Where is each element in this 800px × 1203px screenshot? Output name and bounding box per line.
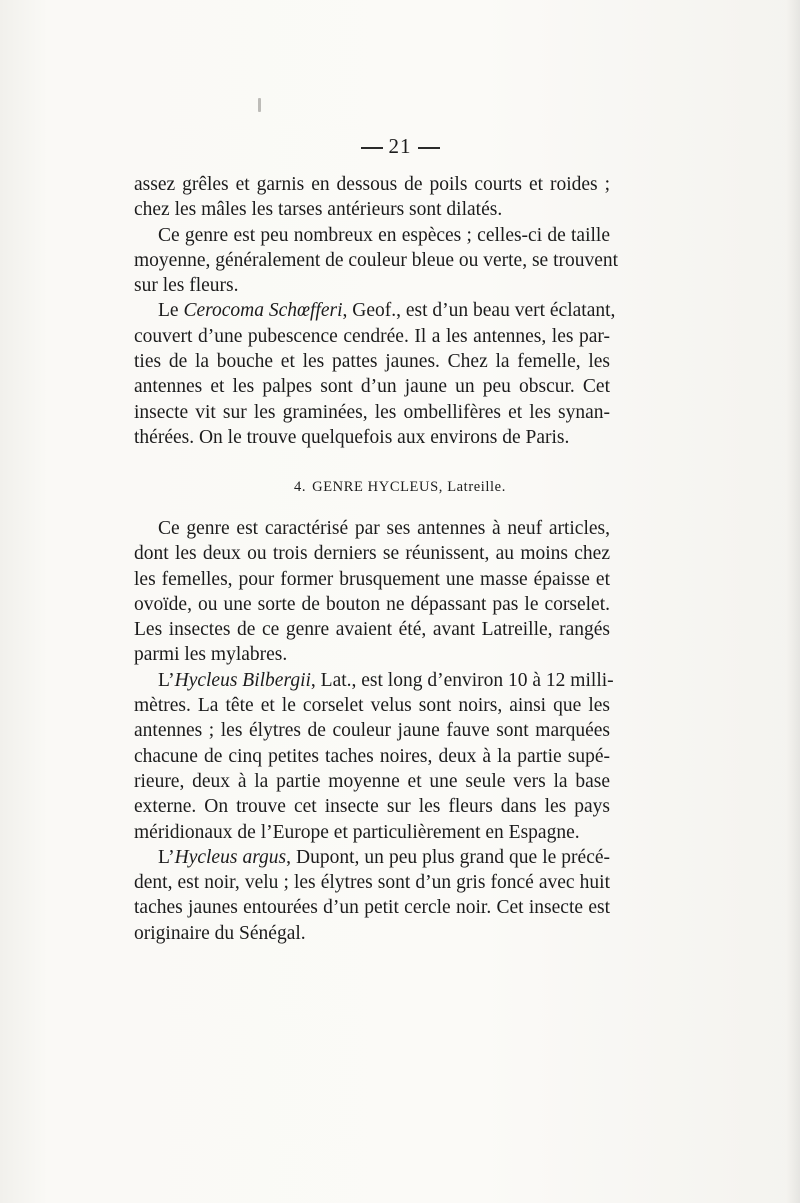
paragraph5-suffix: , Lat., est long d’environ 10 à 12 milli-	[310, 669, 614, 691]
paragraph6-line: dent, est noir, velu ; les élytres sont d’un gris foncé avec huit	[134, 872, 610, 894]
paragraph6-line: originaire du Sénégal.	[134, 922, 306, 944]
paragraph5-line: chacune de cinq petites taches noires, deux à la partie supé-	[134, 745, 610, 767]
paragraph5-prefix: L’	[158, 669, 175, 691]
paragraph3-line: antennes et les palpes sont d’un jaune un peu obscur. Cet	[134, 376, 610, 398]
paragraph4-line: ovoïde, ou une sorte de bouton ne dépassant pas le corselet.	[134, 593, 610, 615]
paragraph1-line: chez les mâles les tarses antérieurs sont dilatés.	[134, 199, 503, 221]
page-edge-shadow	[786, 0, 800, 1203]
paragraph3-prefix: Le	[158, 300, 184, 322]
folio-dash-left	[361, 147, 383, 149]
folio-dash-right	[418, 147, 440, 149]
paragraph3-line	[134, 298, 616, 323]
paragraph5-line: rieure, deux à la partie moyenne et une seule vers la base	[134, 770, 610, 792]
paragraph4-line: dont les deux ou trois derniers se réunissent, au moins chez	[134, 543, 610, 565]
paragraph4-line: parmi les mylabres.	[134, 644, 288, 666]
paragraph2-line: Ce genre est peu nombreux en espèces ; celles-ci de taille	[158, 224, 610, 246]
text-block-upper	[134, 172, 619, 450]
page-number: 21	[388, 134, 412, 158]
paragraph2-line: sur les fleurs.	[134, 275, 239, 297]
section-heading	[0, 479, 800, 496]
paragraph5-line: méridionaux de l’Europe et particulièrement en Espagne.	[134, 821, 580, 843]
paragraph3-line: insecte vit sur les graminées, les ombellifères et les synan-	[134, 401, 610, 423]
paragraph4-line: Les insectes de ce genre avaient été, avant Latreille, rangés	[134, 619, 610, 641]
paragraph6-prefix: L’	[158, 846, 175, 868]
species-name-cerocoma: Cerocoma Schœfferi	[183, 300, 343, 322]
section-number: 4.	[294, 479, 307, 495]
paragraph6-suffix: , Dupont, un peu plus grand que le précé-	[286, 846, 610, 868]
paragraph5-line	[134, 668, 614, 693]
species-name-bilbergii: Hycleus Bilbergii	[174, 669, 311, 691]
paragraph6-line: taches jaunes entourées d’un petit cercle noir. Cet insecte est	[134, 897, 610, 919]
page-number-header	[0, 134, 800, 159]
paragraph1-line: assez grêles et garnis en dessous de poils courts et roides ;	[134, 174, 610, 195]
paragraph5-line: externe. On trouve cet insecte sur les fleurs dans les pays	[134, 796, 610, 818]
paragraph4-line: les femelles, pour former brusquement une masse épaisse et	[134, 568, 610, 590]
paragraph5-line: mètres. La tête et le corselet velus sont noirs, ainsi que les	[134, 695, 610, 717]
paragraph5-line: antennes ; les élytres de couleur jaune fauve sont marquées	[134, 720, 610, 742]
text-block-lower	[134, 516, 614, 946]
paragraph3-line: ties de la bouche et les pattes jaunes. Chez la femelle, les	[134, 351, 610, 373]
species-name-argus: Hycleus argus	[174, 846, 287, 868]
paragraph3-line: couvert d’une pubescence cendrée. Il a les antennes, les par-	[134, 325, 610, 347]
binding-mark	[258, 98, 261, 112]
section-title: GENRE HYCLEUS, Latreille.	[312, 479, 506, 495]
paragraph2-line: moyenne, généralement de couleur bleue ou verte, se trouvent	[134, 249, 619, 271]
paragraph6-line	[134, 845, 610, 870]
paragraph3-line: thérées. On le trouve quelquefois aux environs de Paris.	[134, 426, 570, 448]
paragraph3-suffix: , Geof., est d’un beau vert éclatant,	[342, 300, 616, 322]
paragraph4-line: Ce genre est caractérisé par ses antennes à neuf articles,	[158, 518, 610, 539]
